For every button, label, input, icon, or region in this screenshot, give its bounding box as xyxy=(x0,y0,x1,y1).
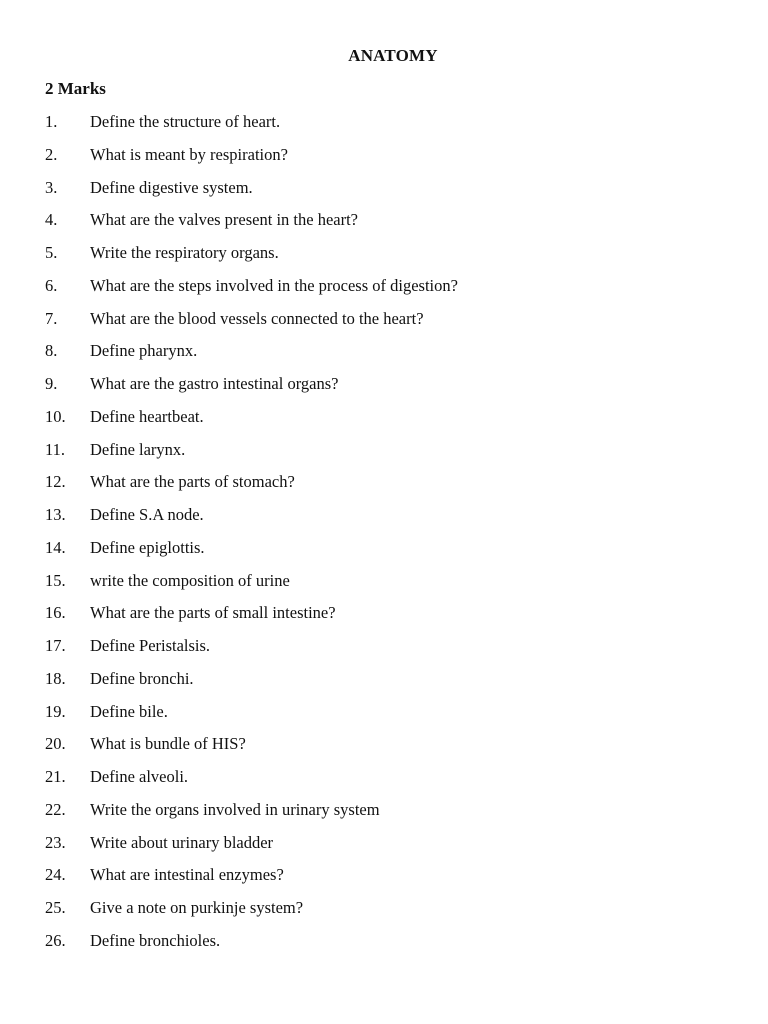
question-text: What is meant by respiration? xyxy=(90,144,288,164)
question-number: 7. xyxy=(45,308,58,328)
question-text: Define larynx. xyxy=(90,439,186,459)
question-number: 25. xyxy=(45,898,66,917)
question-text: What are the gastro intestinal organs? xyxy=(90,374,339,393)
question-text: What are the valves present in the heart? xyxy=(90,210,358,230)
question-number: 8. xyxy=(45,341,58,361)
section-heading: 2 Marks xyxy=(45,79,106,98)
question-number: 17. xyxy=(45,636,66,655)
question-text: Give a note on purkinje system? xyxy=(90,898,304,917)
question-number: 4. xyxy=(45,210,58,230)
question-text: Write about urinary bladder xyxy=(90,832,274,852)
question-text: What is bundle of HIS? xyxy=(90,734,246,754)
question-number: 10. xyxy=(45,406,66,426)
question-text: Define digestive system. xyxy=(90,177,253,197)
question-number: 1. xyxy=(45,112,58,131)
question-number: 9. xyxy=(45,374,58,393)
question-text: Define bronchi. xyxy=(90,668,194,688)
question-text: Write the organs involved in urinary system xyxy=(90,799,380,819)
question-text: Define bile. xyxy=(90,701,168,721)
question-number: 6. xyxy=(45,275,58,295)
question-text: Define the structure of heart. xyxy=(90,112,281,131)
question-number: 23. xyxy=(45,832,66,852)
question-text: write the composition of urine xyxy=(90,570,290,590)
question-text: Define S.A node. xyxy=(90,505,204,524)
question-number: 12. xyxy=(45,472,66,492)
question-number: 11. xyxy=(45,439,66,459)
page-title: ANATOMY xyxy=(348,46,438,65)
question-text: What are the parts of stomach? xyxy=(90,472,295,492)
question-text: Define pharynx. xyxy=(90,341,198,361)
question-number: 16. xyxy=(45,603,66,623)
question-text: Define bronchioles. xyxy=(90,930,221,950)
question-text: Define heartbeat. xyxy=(90,406,204,426)
question-number: 20. xyxy=(45,734,66,754)
question-text: Define Peristalsis. xyxy=(90,636,211,655)
question-number: 21. xyxy=(45,767,66,786)
question-number: 22. xyxy=(45,799,66,819)
question-text: What are intestinal enzymes? xyxy=(90,865,284,885)
question-text: Write the respiratory organs. xyxy=(90,243,279,262)
question-number: 14. xyxy=(45,537,66,557)
question-text: Define epiglottis. xyxy=(90,537,205,557)
question-number: 26. xyxy=(45,930,66,950)
question-number: 19. xyxy=(45,701,66,721)
question-number: 5. xyxy=(45,243,58,262)
question-number: 24. xyxy=(45,865,66,885)
question-number: 18. xyxy=(45,668,66,688)
question-text: What are the blood vessels connected to the heart? xyxy=(90,308,424,328)
question-text: Define alveoli. xyxy=(90,767,189,786)
question-text: What are the parts of small intestine? xyxy=(90,603,336,623)
question-number: 13. xyxy=(45,505,66,524)
question-number: 15. xyxy=(45,570,66,590)
question-number: 3. xyxy=(45,177,58,197)
question-text: What are the steps involved in the process of digestion? xyxy=(90,275,458,295)
question-number: 2. xyxy=(45,144,58,164)
